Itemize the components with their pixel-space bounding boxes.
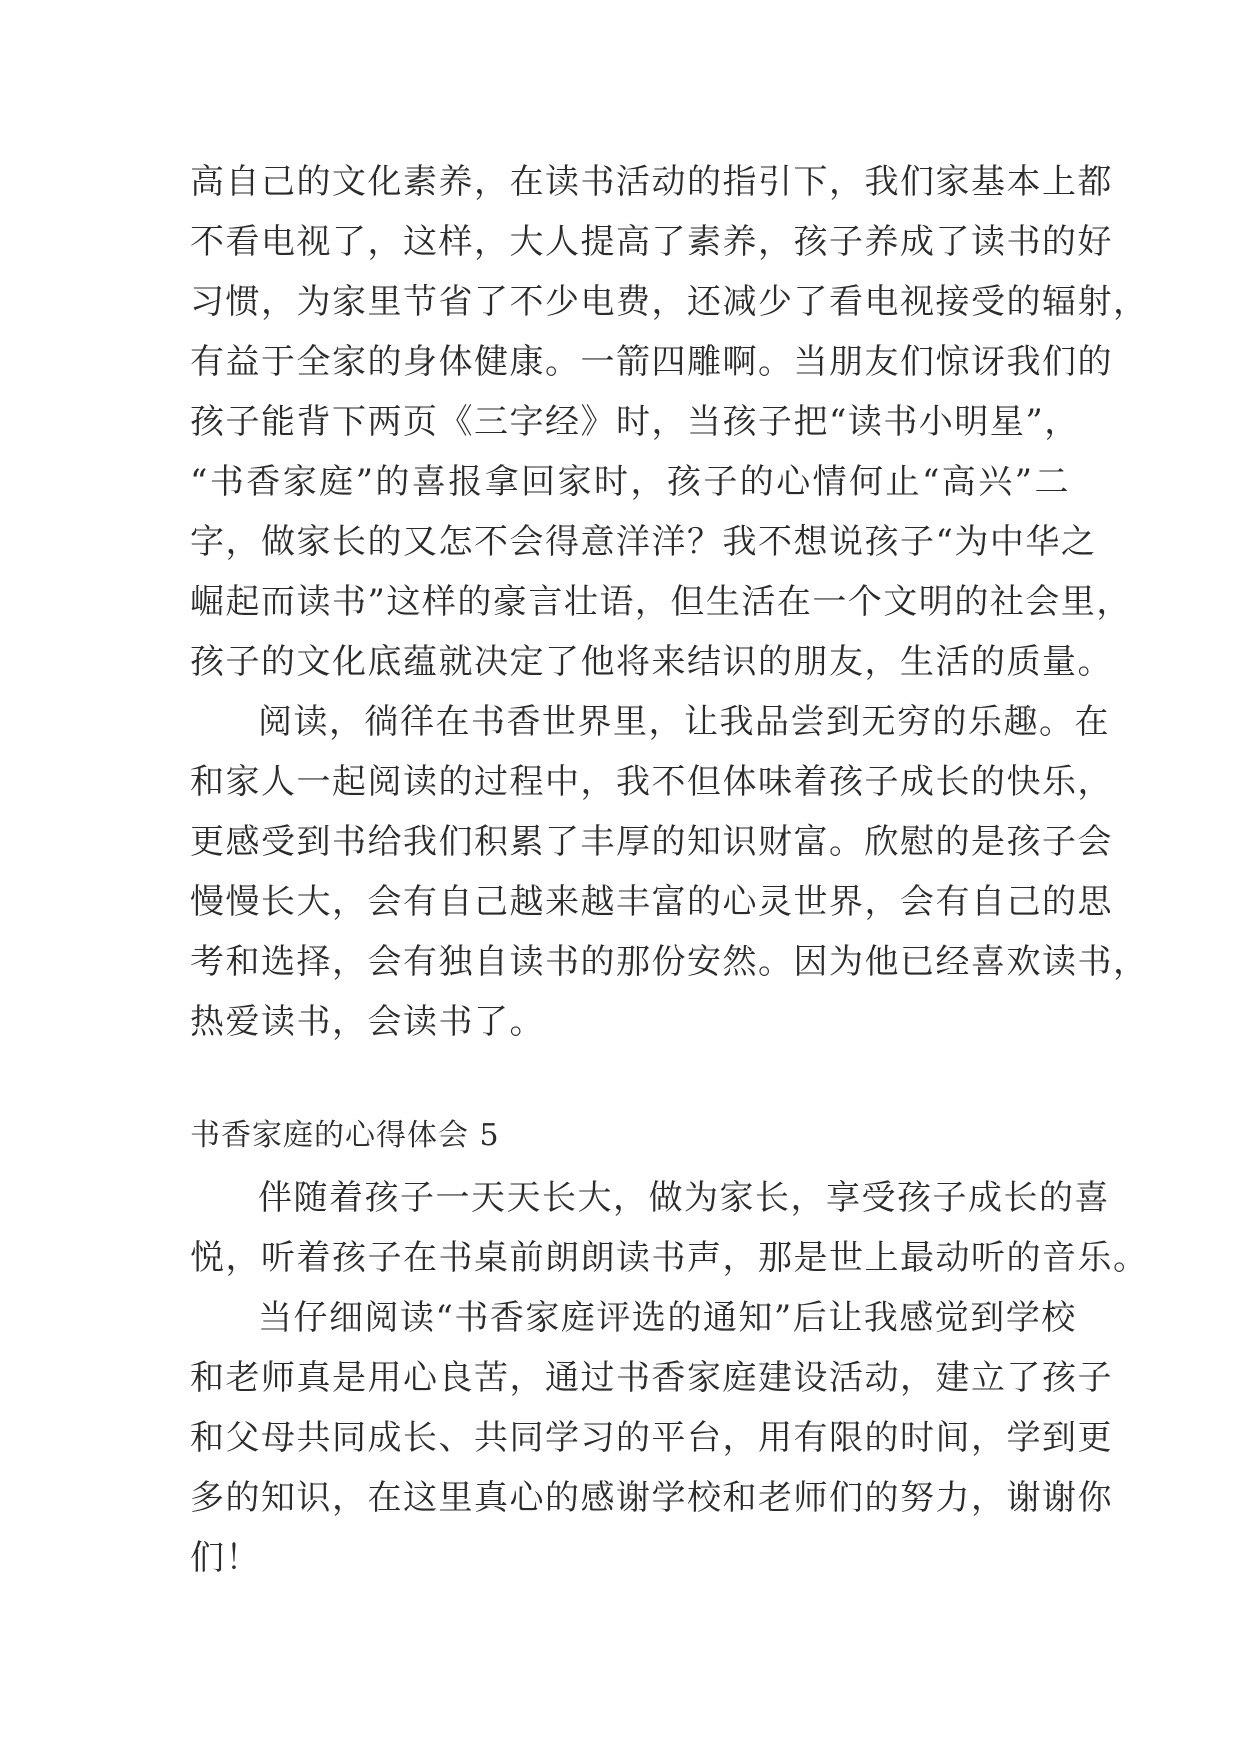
text-line: 和父母共同成长、共同学习的平台，用有限的时间，学到更 [190,1418,1113,1458]
text-line: 有益于全家的身体健康。一箭四雕啊。当朋友们惊讶我们的 [190,342,1113,382]
text-line: 们！ [190,1538,261,1578]
text-line: 伴随着孩子一天天长大，做为家长，享受孩子成长的喜 [258,1178,1110,1218]
text-line: 更感受到书给我们积累了丰厚的知识财富。欣慰的是孩子会 [190,822,1113,862]
section-title: 书香家庭的心得体会 5 [190,1118,500,1153]
text-line: 和家人一起阅读的过程中，我不但体味着孩子成长的快乐， [190,762,1113,802]
text-line: 崛起而读书”这样的豪言壮语，但生活在一个文明的社会里， [190,582,1132,622]
text-line: 考和选择，会有独自读书的那份安然。因为他已经喜欢读书， [190,942,1149,982]
text-line: 高自己的文化素养，在读书活动的指引下，我们家基本上都 [190,162,1113,202]
text-line: 孩子能背下两页《三字经》时，当孩子把“读书小明星”， [190,402,1080,442]
text-line: 孩子的文化底蕴就决定了他将来结识的朋友，生活的质量。 [190,642,1113,682]
text-line: 不看电视了，这样，大人提高了素养，孩子养成了读书的好 [190,222,1113,262]
text-line: 阅读，徜徉在书香世界里，让我品尝到无穷的乐趣。在 [258,702,1110,742]
text-line: 和老师真是用心良苦，通过书香家庭建设活动，建立了孩子 [190,1358,1113,1398]
text-line: 当仔细阅读“书香家庭评选的通知”后让我感觉到学校 [258,1298,1077,1338]
text-line: “书香家庭”的喜报拿回家时，孩子的心情何止“高兴”二 [190,462,1070,502]
text-line: 悦，听着孩子在书桌前朗朗读书声，那是世上最动听的音乐。 [190,1238,1149,1278]
text-line: 字，做家长的又怎不会得意洋洋？我不想说孩子“为中华之 [190,522,1097,562]
text-line: 慢慢长大，会有自己越来越丰富的心灵世界，会有自己的思 [190,882,1113,922]
text-line: 习惯，为家里节省了不少电费，还减少了看电视接受的辐射， [190,282,1149,322]
text-line: 多的知识，在这里真心的感谢学校和老师们的努力，谢谢你 [190,1478,1113,1518]
text-line: 热爱读书，会读书了。 [190,1002,545,1042]
